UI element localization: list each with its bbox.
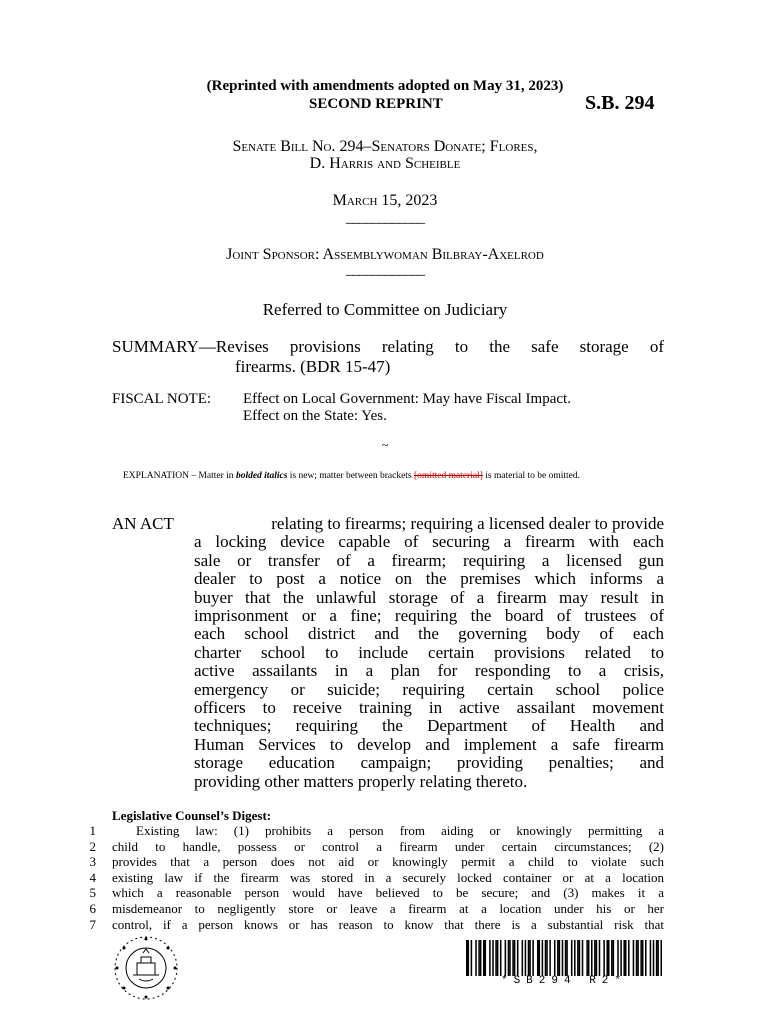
barcode-bar xyxy=(559,940,561,976)
summary-word: of xyxy=(649,337,664,356)
explanation-suffix: is material to be omitted. xyxy=(482,471,580,481)
barcode-bar xyxy=(591,940,593,976)
barcode-bar xyxy=(603,940,605,976)
act-line: buyer that the unlawful storage of a firearm may result in xyxy=(194,587,664,607)
barcode-bar xyxy=(495,940,497,976)
barcode-bar xyxy=(497,940,499,976)
separator-line: ____________ xyxy=(346,210,424,226)
digest-text xyxy=(112,823,664,932)
summary-word: the xyxy=(489,337,511,356)
act-line: officers to receive training in active assailant movement xyxy=(194,698,664,718)
barcode-bar xyxy=(574,940,576,976)
summary-word: storage xyxy=(579,337,629,356)
barcode-bar xyxy=(483,940,485,976)
summary-label: SUMMARY—Revises xyxy=(112,337,269,356)
barcode-bar xyxy=(606,940,608,976)
reprint-note: (Reprinted with amendments adopted on May 31, 2023) xyxy=(206,78,564,94)
explanation-note xyxy=(123,471,580,481)
fiscal-local-effect: Effect on Local Government: May have Fiscal Impact. xyxy=(243,391,571,407)
barcode-bar xyxy=(577,940,579,976)
digest-line: which a reasonable person would have believed to be secure; and (3) makes it a xyxy=(112,885,664,901)
digest-line: provides that a person does not aid or knowingly permit a child to violate such xyxy=(112,854,664,870)
act-line: sale or transfer of a firearm; requiring a licensed gun xyxy=(194,550,664,570)
barcode-bar xyxy=(542,940,544,976)
separator-line: ____________ xyxy=(346,262,424,278)
act-line: Human Services to develop and implement a safe firearm xyxy=(194,734,664,754)
act-line: imprisonment or a fine; requiring the board of trustees of xyxy=(194,606,664,626)
bill-title-line2: D. Harris and Scheible xyxy=(309,155,461,172)
summary-word: to xyxy=(454,337,469,356)
barcode-bar xyxy=(656,940,658,976)
barcode-bar xyxy=(571,940,573,976)
act-label: AN ACT xyxy=(112,514,174,533)
nevada-state-seal-icon xyxy=(113,935,179,1001)
act-line: storage education campaign; providing penalties; and xyxy=(194,753,664,773)
bill-number: S.B. 294 xyxy=(585,92,655,114)
barcode-bar xyxy=(466,940,468,976)
barcode-bar xyxy=(650,940,652,976)
barcode-bar xyxy=(636,940,638,976)
barcode-bar xyxy=(579,940,581,976)
committee-referral: Referred to Committee on Judiciary xyxy=(262,300,508,319)
barcode-bar xyxy=(608,940,610,976)
barcode-bar xyxy=(554,940,556,976)
fiscal-state-effect: Effect on the State: Yes. xyxy=(243,408,387,424)
barcode-bar xyxy=(620,940,622,976)
line-number: 3 xyxy=(89,854,96,870)
barcode-bar xyxy=(628,940,630,976)
barcode-bar xyxy=(545,940,547,976)
act-line: dealer to post a notice on the premises which informs a xyxy=(194,569,664,589)
explanation-prefix: EXPLANATION – Matter in xyxy=(123,471,236,481)
barcode-bar xyxy=(633,940,635,976)
barcode-bar xyxy=(489,940,491,976)
barcode-bar xyxy=(599,940,601,976)
barcode-bar xyxy=(525,940,527,976)
joint-sponsor: Joint Sponsor: Assemblywoman Bilbray-Axelrod xyxy=(226,246,544,263)
summary-word: safe xyxy=(531,337,559,356)
barcode-bar xyxy=(562,940,564,976)
barcode-bar xyxy=(508,940,510,976)
summary-word: provisions xyxy=(289,337,361,356)
barcode-bar xyxy=(640,940,642,976)
act-line: a locking device capable of securing a firearm with each xyxy=(194,532,664,552)
tilde-separator: ~ xyxy=(381,438,389,452)
explanation-middle: is new; matter between brackets xyxy=(287,471,415,481)
reprint-label: SECOND REPRINT xyxy=(309,96,443,112)
digest-line: existing law if the firearm was stored in a securely locked container or at a location xyxy=(112,869,664,885)
barcode-bar xyxy=(557,940,559,976)
line-number: 2 xyxy=(89,838,96,854)
barcode-bar xyxy=(645,940,647,976)
act-first-line xyxy=(112,515,664,533)
bill-title-line1: Senate Bill No. 294–Senators Donate; Flores, xyxy=(232,138,538,155)
digest-title: Legislative Counsel’s Digest: xyxy=(112,808,272,823)
act-text xyxy=(112,515,664,791)
act-line: providing other matters properly relating thereto. xyxy=(194,771,528,791)
barcode-bar xyxy=(480,940,482,976)
line-numbers xyxy=(80,823,96,932)
barcode-bar xyxy=(637,940,639,976)
barcode-bar xyxy=(625,940,627,976)
barcode-bar xyxy=(623,940,625,976)
fiscal-note-label: FISCAL NOTE: xyxy=(112,391,212,407)
barcode-bar xyxy=(588,940,590,976)
act-line: active assailants in a plan for responding to a crisis, xyxy=(194,661,664,681)
barcode-icon xyxy=(466,940,662,976)
explanation-omitted: [omitted material] xyxy=(414,471,483,481)
barcode-bar xyxy=(517,940,519,976)
digest-line: control, if a person knows or has reason to know that there is a substantial risk that xyxy=(112,916,664,932)
act-line: each school district and the governing body of each xyxy=(194,624,664,644)
barcode-bar xyxy=(549,940,551,976)
fiscal-note xyxy=(112,391,571,425)
barcode-bar xyxy=(509,940,511,976)
line-number: 6 xyxy=(89,900,96,916)
barcode-bar xyxy=(582,940,584,976)
barcode-bar xyxy=(642,940,644,976)
barcode-bar xyxy=(546,940,548,976)
barcode-bar xyxy=(529,940,531,976)
act-line: techniques; requiring the Department of Health and xyxy=(194,716,664,736)
barcode-bar xyxy=(514,940,516,976)
line-number: 4 xyxy=(89,869,96,885)
barcode-bar xyxy=(617,940,619,976)
barcode-bar xyxy=(505,940,507,976)
summary-line2: firearms. (BDR 15-47) xyxy=(235,357,391,376)
line-number: 7 xyxy=(89,916,96,932)
barcode-bar xyxy=(475,940,477,976)
barcode-bar xyxy=(566,940,568,976)
barcode-bar xyxy=(660,940,662,976)
barcode-bar xyxy=(596,940,598,976)
introduced-date: March 15, 2023 xyxy=(332,192,438,209)
barcode-bar xyxy=(468,940,470,976)
barcode-bar xyxy=(528,940,530,976)
barcode-bar xyxy=(471,940,473,976)
barcode-bar xyxy=(522,940,524,976)
act-line: charter school to include certain provisions related to xyxy=(194,642,664,662)
digest-line: misdemeanor to negligently store or leave a firearm at a location under his or her xyxy=(112,900,664,916)
barcode-bar xyxy=(657,940,659,976)
summary xyxy=(112,337,664,377)
act-line: emergency or suicide; requiring certain school police xyxy=(194,679,664,699)
line-number: 5 xyxy=(89,885,96,901)
act-first-text: relating to firearms; requiring a licensed dealer to provide xyxy=(271,514,664,533)
barcode-bar xyxy=(478,940,480,976)
barcode-bar xyxy=(611,940,613,976)
digest-line: Existing law: (1) prohibits a person from aiding or knowingly permitting a xyxy=(136,823,664,838)
barcode-text: *SB294 R2* xyxy=(500,975,627,987)
barcode-bar xyxy=(539,940,541,976)
barcode-bar xyxy=(492,940,494,976)
barcode-bar xyxy=(485,940,487,976)
summary-line1 xyxy=(112,337,664,357)
barcode-bar xyxy=(512,940,514,976)
explanation-bold-italics: bolded italics xyxy=(235,471,288,481)
barcode-bar xyxy=(586,940,588,976)
barcode-bar xyxy=(594,940,596,976)
barcode-bar xyxy=(532,940,534,976)
summary-word: relating xyxy=(381,337,434,356)
digest-line: child to handle, possess or control a firearm under certain circumstances; (2) xyxy=(112,838,664,854)
barcode-bar xyxy=(653,940,655,976)
barcode-bar xyxy=(565,940,567,976)
line-number: 1 xyxy=(89,823,96,838)
barcode-bar xyxy=(537,940,539,976)
barcode-bar xyxy=(613,940,615,976)
barcode-bar xyxy=(500,940,502,976)
